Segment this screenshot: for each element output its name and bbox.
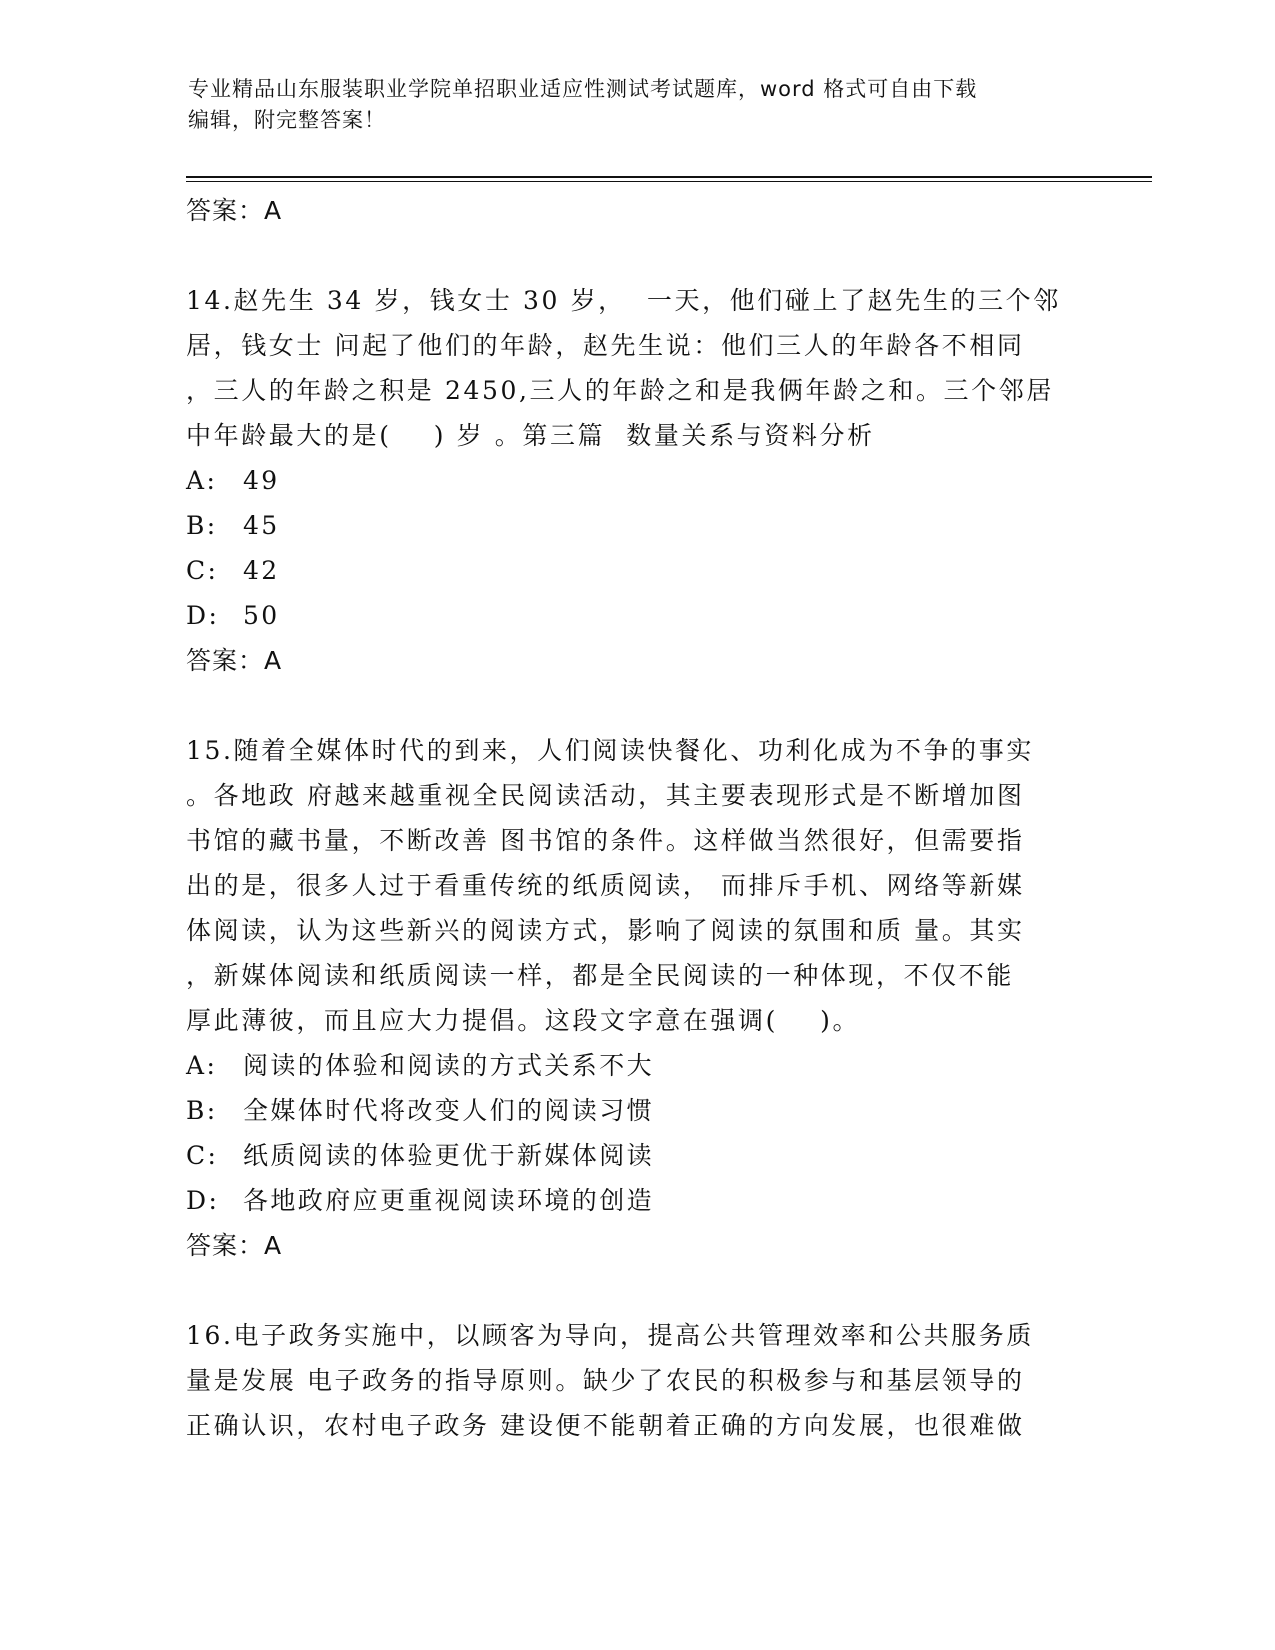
question-14-stem-line-3: ，三人的年龄之积是 2450,三人的年龄之和是我俩年龄之和。三个邻居 [186, 376, 1054, 405]
question-15-option-b [186, 1088, 1086, 1133]
option-letter: D: [186, 601, 220, 630]
option-text: 纸质阅读的体验更优于新媒体阅读 [243, 1141, 655, 1170]
spacer [186, 1269, 1086, 1313]
header-rule-thick [186, 176, 1152, 178]
question-16 [186, 1313, 1086, 1448]
question-16-stem-line-1: 16.电子政务实施中，以顾客为导向，提高公共管理效率和公共服务质 [186, 1321, 1034, 1350]
option-text: 50 [243, 601, 280, 630]
question-14-option-b [186, 503, 1086, 548]
question-15-option-a [186, 1043, 1086, 1088]
question-14-stem-line-4: 中年龄最大的是( ) 岁 。第三篇 数量关系与资料分析 [186, 421, 875, 450]
question-15-stem-line-3: 书馆的藏书量，不断改善 图书馆的条件。这样做当然很好，但需要指 [186, 826, 1025, 855]
option-letter: B: [186, 511, 218, 540]
option-text: 45 [243, 511, 280, 540]
answer-15: 答案：A [186, 1231, 283, 1260]
question-15-stem-line-6: ，新媒体阅读和纸质阅读一样，都是全民阅读的一种体现，不仅不能 [186, 961, 1015, 990]
question-14 [186, 278, 1086, 684]
question-15-stem-line-7: 厚此薄彼，而且应大力提倡。这段文字意在强调( )。 [186, 1006, 861, 1035]
question-14-stem-line-1: 14.赵先生 34 岁，钱女士 30 岁， 一天，他们碰上了赵先生的三个邻 [186, 286, 1061, 315]
header-line-2: 编辑，附完整答案！ [188, 108, 386, 132]
option-text: 全媒体时代将改变人们的阅读习惯 [243, 1096, 655, 1125]
question-14-stem-line-2: 居，钱女士 问起了他们的年龄，赵先生说：他们三人的年龄各不相同 [186, 331, 1025, 360]
answer-13: 答案：A [186, 196, 283, 225]
option-letter: A: [186, 1051, 218, 1080]
question-15-option-c [186, 1133, 1086, 1178]
option-letter: C: [186, 1141, 219, 1170]
question-15-option-d [186, 1178, 1086, 1223]
question-14-option-c [186, 548, 1086, 593]
question-15-stem-line-2: 。各地政 府越来越重视全民阅读活动，其主要表现形式是不断增加图 [186, 781, 1025, 810]
option-letter: A: [186, 466, 218, 495]
header-rule-thin [186, 181, 1152, 182]
option-letter: B: [186, 1096, 218, 1125]
option-letter: C: [186, 556, 219, 585]
question-15-stem-line-5: 体阅读，认为这些新兴的阅读方式，影响了阅读的氛围和质 量。其实 [186, 916, 1025, 945]
option-text: 阅读的体验和阅读的方式关系不大 [243, 1051, 655, 1080]
question-content [186, 188, 1086, 1448]
question-14-option-a [186, 458, 1086, 503]
question-15-stem-line-4: 出的是，很多人过于看重传统的纸质阅读， 而排斥手机、网络等新媒 [186, 871, 1025, 900]
question-15 [186, 728, 1086, 1269]
question-16-stem-line-2: 量是发展 电子政务的指导原则。缺少了农民的积极参与和基层领导的 [186, 1366, 1025, 1395]
option-text: 42 [243, 556, 280, 585]
header-line-1: 专业精品山东服装职业学院单招职业适应性测试考试题库，word 格式可自由下载 [188, 77, 978, 101]
answer-14: 答案：A [186, 646, 283, 675]
option-letter: D: [186, 1186, 220, 1215]
question-15-stem-line-1: 15.随着全媒体时代的到来，人们阅读快餐化、功利化成为不争的事实 [186, 736, 1034, 765]
header-note [188, 74, 1068, 136]
option-text: 49 [243, 466, 280, 495]
spacer [186, 234, 1086, 278]
question-16-stem-line-3: 正确认识，农村电子政务 建设便不能朝着正确的方向发展，也很难做 [186, 1411, 1025, 1440]
spacer [186, 684, 1086, 728]
option-text: 各地政府应更重视阅读环境的创造 [243, 1186, 655, 1215]
question-14-option-d [186, 593, 1086, 638]
